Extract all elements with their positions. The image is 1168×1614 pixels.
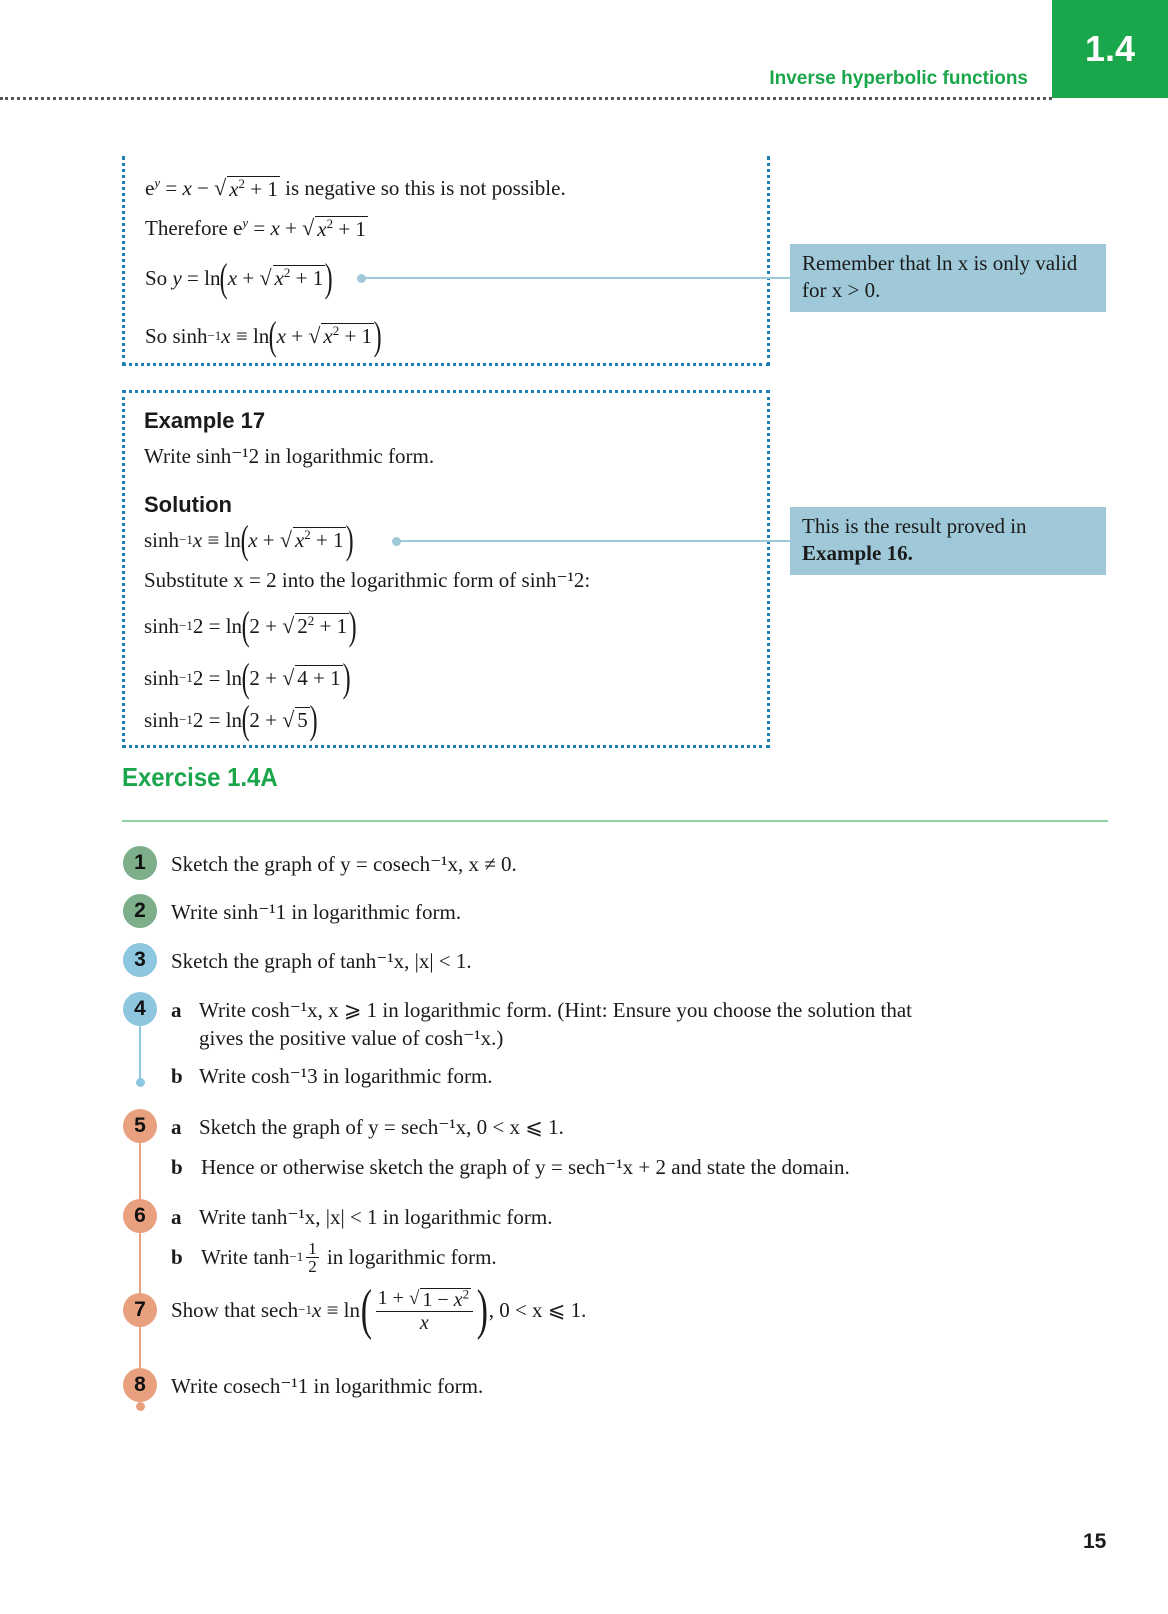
note-connector-line-2	[399, 540, 790, 542]
question-4a-label: a	[171, 998, 182, 1022]
question-6b-label: b	[171, 1245, 183, 1269]
proof-line-2: Therefore $e^y = x$ + √ $x^2 + 1$	[145, 215, 366, 241]
question-5-number: 5	[123, 1109, 157, 1143]
proof-line-4-prefix: So	[145, 323, 168, 348]
question-4a-text-cont: gives the positive value of cosh⁻¹x.)	[199, 1026, 504, 1050]
lnx-note: Remember that ln x is only valid for x > 0.	[790, 244, 1106, 312]
exercise-title: Exercise 1.4A	[122, 762, 278, 792]
example-title: Example 17	[144, 408, 266, 433]
question-6b-text-before: Write tanh	[201, 1244, 290, 1269]
running-title: Inverse hyperbolic functions	[769, 68, 1028, 89]
question-6b-text: Write tanh −1 $\frac{1}{2}$ in logarithmic form.	[201, 1238, 497, 1276]
solution-line-4: sinh −1 2 = ln ( 2 + √ 5 )	[144, 697, 318, 742]
question-7-text: Show that sech −1 x ≡ ln ( 1 + √ $1 - x^2$ x ) , 0 < x ⩽ 1.	[171, 1279, 587, 1341]
question-4a-text: Write cosh⁻¹x, x ⩾ 1 in logarithmic form. (Hint: Ensure you choose the solution that	[199, 998, 913, 1022]
proof-line-1: $e^y = x$ − √ $x^2 + 1$ is negative so this is not possible.	[145, 175, 566, 201]
question-6a-label: a	[171, 1205, 182, 1229]
question-5b-text: Hence or otherwise sketch the graph of y = sech⁻¹x + 2 and state the domain.	[201, 1155, 850, 1179]
header-divider	[0, 97, 1052, 100]
question-6a-text: Write tanh⁻¹x, |x| < 1 in logarithmic form.	[199, 1205, 553, 1229]
question-3-text: Sketch the graph of tanh⁻¹x, |x| < 1.	[171, 949, 472, 973]
sech-fraction: 1 + √ $1 - x^2$ x	[376, 1287, 473, 1334]
question-8-number: 8	[123, 1368, 157, 1402]
question-4-connector-end	[136, 1078, 145, 1087]
questions-5-8-connector	[139, 1126, 141, 1406]
question-4b-label: b	[171, 1064, 183, 1088]
question-4b-text: Write cosh⁻¹3 in logarithmic form.	[199, 1064, 493, 1088]
solution-line-2: sinh −1 2 = ln ( 2 + √ $2^2 + 1$ )	[144, 603, 357, 648]
exercise-divider	[122, 820, 1108, 822]
question-4-connector	[139, 1026, 141, 1082]
proof-line-2-prefix: Therefore	[145, 216, 228, 240]
question-4-number: 4	[123, 992, 157, 1026]
question-6b-text-after: in logarithmic form.	[326, 1244, 497, 1269]
example16-note-text: This is the result proved in	[802, 514, 1027, 538]
page-number: 15	[1083, 1530, 1107, 1553]
question-1-number: 1	[123, 846, 157, 880]
proof-line-1-text: is negative so this is not possible.	[285, 176, 566, 200]
solution-line-3: sinh −1 2 = ln ( 2 + √ 4 + 1 )	[144, 655, 351, 700]
question-5a-label: a	[171, 1115, 182, 1139]
question-1-text: Sketch the graph of y = cosech⁻¹x, x ≠ 0.	[171, 852, 517, 876]
question-5a-text: Sketch the graph of y = sech⁻¹x, 0 < x ⩽ 1.	[199, 1115, 564, 1139]
solution-substitute: Substitute x = 2 into the logarithmic form of sinh⁻¹2:	[144, 568, 591, 592]
solution-line-1: sinh −1 x ≡ ln ( x + √ $x^2 + 1$ )	[144, 517, 354, 562]
proof-line-3: So y = ln ( x + √ $x^2 + 1$ )	[145, 255, 333, 300]
question-5b-label: b	[171, 1155, 183, 1179]
question-2-text: Write sinh⁻¹1 in logarithmic form.	[171, 900, 462, 924]
note-connector-line	[364, 277, 790, 279]
question-7-number: 7	[123, 1293, 157, 1327]
question-7-text-after: , 0 < x ⩽ 1.	[488, 1297, 587, 1322]
question-7-text-before: Show that sech	[171, 1297, 299, 1322]
proof-line-4: So sinh −1 x ≡ ln ( x + √ $x^2 + 1$ )	[145, 313, 382, 358]
example16-note	[790, 507, 1106, 575]
question-8-text: Write cosech⁻¹1 in logarithmic form.	[171, 1374, 484, 1398]
solution-heading: Solution	[144, 492, 232, 517]
proof-line-3-prefix: So	[145, 265, 168, 290]
question-3-number: 3	[123, 943, 157, 977]
question-6-number: 6	[123, 1199, 157, 1233]
one-half-fraction: $\frac{1}{2}$	[308, 1238, 317, 1276]
question-2-number: 2	[123, 894, 157, 928]
example16-note-ref: Example 16.	[802, 541, 913, 565]
questions-5-8-connector-end	[136, 1402, 145, 1411]
chapter-tab: 1.4	[1052, 0, 1168, 98]
example-prompt: Write sinh⁻¹2 in logarithmic form.	[144, 444, 435, 468]
